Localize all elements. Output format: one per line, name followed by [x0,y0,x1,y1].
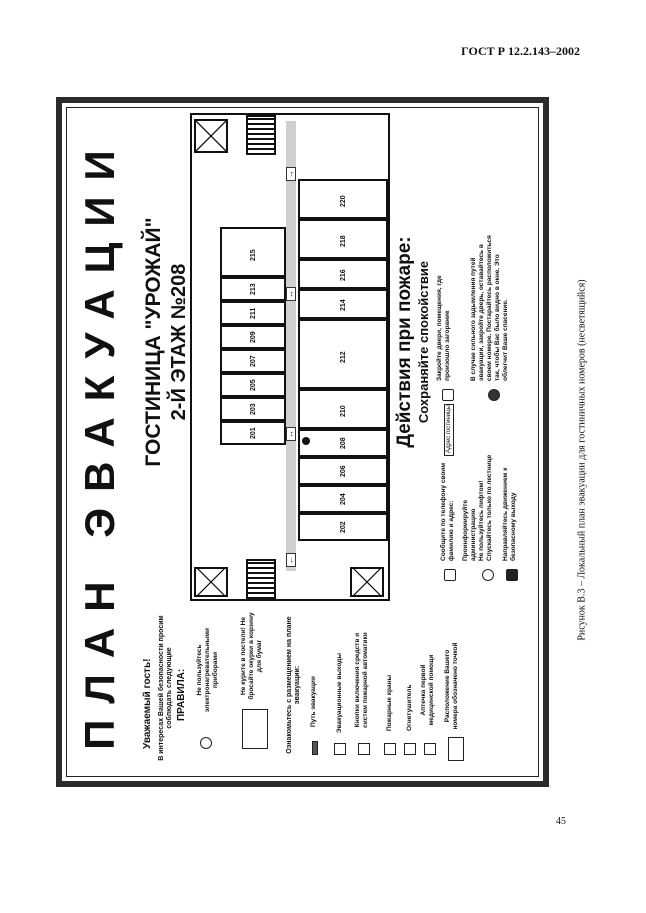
room-220: 220 [298,179,388,219]
rules-heading: ПРАВИЛА: [176,668,187,721]
evacuation-corridor [286,121,296,571]
action-call: Сообщите по телефону своим фамилию и адрес: [440,462,455,561]
room-211: 211 [220,301,286,325]
room-203: 203 [220,397,286,421]
room-201: 201 [220,421,286,445]
action-close-doors: Закройте двери, помещения, где произошло загорание [436,275,451,381]
legend-exits: Эвакуационные выходы [336,653,343,733]
route-arrow-icon: ↔ [286,287,296,301]
room-205: 205 [220,373,286,397]
room-204: 204 [298,485,388,513]
action-exit: Направляйтесь движением к безопасному выходу [502,467,517,561]
hotel-name: ГОСТИНИЦА "УРОЖАЙ" [142,217,165,467]
evacuation-route-icon [312,741,318,755]
exit-arrow-right-icon: → [286,167,296,181]
evacuation-plan-viewport [72,113,533,771]
legend-heading: Ознакомьтесь с размещением на плане эвакуации: [286,616,301,754]
phone-icon [444,569,456,581]
action-stairs: Не пользуйтесь лифтом! Спускайтесь только по лестнице [478,454,493,561]
action-smoke: В случае сильного задымления путей эвакуации, закройте дверь, оставайтесь в своем номере. Постарайтесь расположиться так, чтобы Вас было видно в окне. Это облегчит Ваше спасение. [470,235,509,381]
exit-arrow-left-icon: ← [286,553,296,567]
room-209: 209 [220,325,286,349]
room-216: 216 [298,259,388,289]
staircase-right [246,115,276,155]
legend-route: Путь эвакуации [310,676,317,727]
elevator-right-top [194,119,228,153]
alarm-button-icon [358,743,370,755]
legend-hose: Пожарные краны [386,674,393,731]
rule-smoking: Не курите в постели! Не бросайте окурки в корзину для бумаг [240,612,263,700]
your-room-dot [302,437,310,445]
room-215: 215 [220,227,286,277]
floor-plan [190,113,390,601]
fire-actions-heading: Действия при пожаре: [394,236,415,448]
room-218: 218 [298,219,388,259]
elevator-left-top [194,567,228,597]
warning-icon [488,389,500,401]
plan-title: ПЛАН ЭВАКУАЦИИ [76,134,123,750]
room-202: 202 [298,513,388,541]
greeting: Уважаемый гость! [142,658,153,749]
no-smoking-sign-icon [242,709,268,749]
room-206: 206 [298,457,388,485]
staircase-left [246,559,276,599]
rules-intro: В интересах Вашей безопасности просим соблюдать следующие [158,615,173,761]
legend-first-aid: Аптечка первой медицинской помощи [420,654,435,726]
room-214: 214 [298,289,388,319]
no-elevator-icon [482,569,494,581]
room-212: 212 [298,319,388,389]
room-208: 208 [298,429,388,457]
fire-hose-icon [384,743,396,755]
legend-extinguisher: Огнетушитель [406,684,413,731]
action-inform: Проинформируйте администрацию [462,499,477,561]
legend-alarm: Кнопки включения средств и систем пожарной автоматики [354,632,369,728]
figure-caption: Рисунок В.3 – Локальный план эвакуации для гостиничных номеров (несветящийся) [576,279,588,641]
room-207: 207 [220,349,286,373]
address-field: Адрес гостиницы [444,404,454,456]
no-heater-icon [200,737,212,749]
exit-direction-icon [506,569,518,581]
floor-label: 2-Й ЭТАЖ №208 [168,263,190,421]
route-arrow-icon: ↔ [286,427,296,441]
legend-room: Расположение Вашего номера обозначено точкой [444,642,459,730]
extinguisher-icon [404,743,416,755]
elevator-left-bottom [350,567,384,597]
standard-number: ГОСТ Р 12.2.143–2002 [461,44,580,58]
figure-caption-anchor [576,279,588,641]
emergency-exit-icon [334,743,346,755]
rule-heaters: Не пользуйтесь электронагревательными приборами [196,627,219,713]
room-213: 213 [220,277,286,301]
room-210: 210 [298,389,388,429]
page-number: 45 [556,816,566,827]
stay-calm: Сохраняйте спокойствие [416,260,431,424]
evacuation-plan [72,113,533,771]
first-aid-icon [424,743,436,755]
room-location-icon [448,737,464,761]
door-icon [442,389,454,401]
